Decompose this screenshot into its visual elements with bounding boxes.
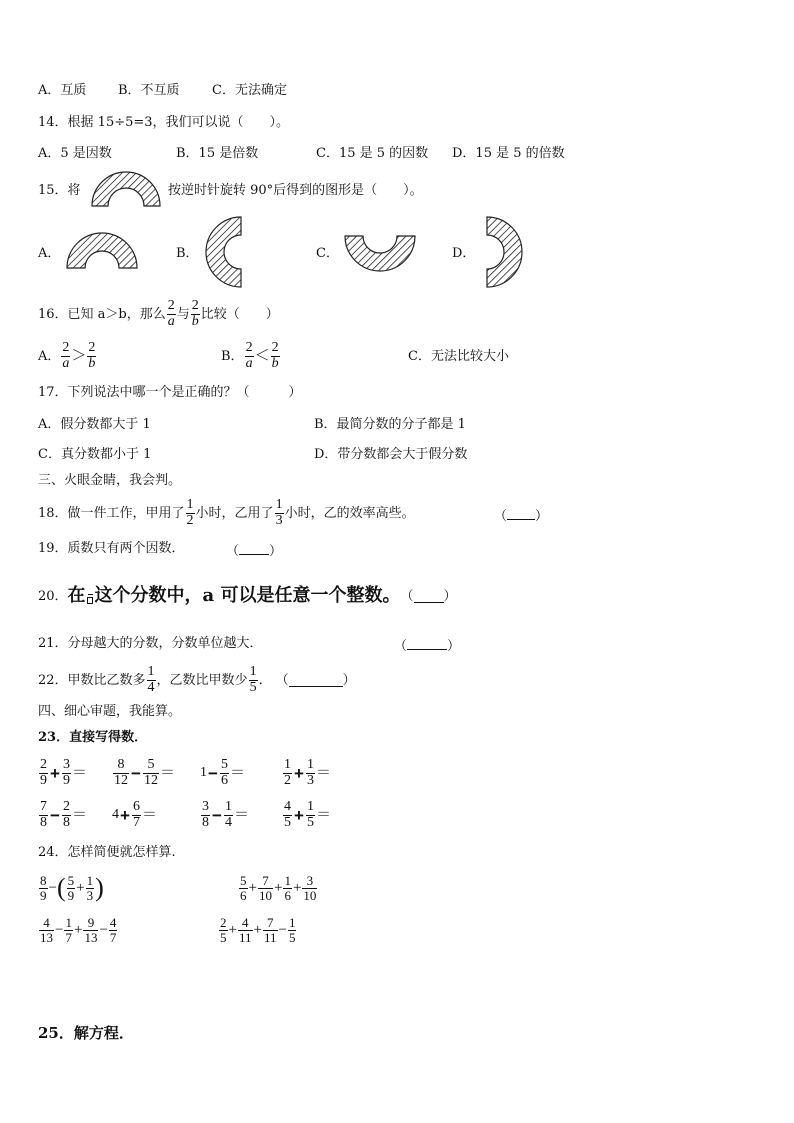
plus-sign: + [253, 921, 262, 938]
integer: 4 [112, 807, 119, 822]
q18-text-post: 小时，乙的效率高些。 [284, 505, 415, 521]
q13-option-b[interactable]: B．不互质 [118, 83, 180, 98]
q16-stem [38, 298, 279, 330]
q19-statement: 19．质数只有两个因数． [38, 541, 185, 556]
open-paren: （ [226, 544, 240, 559]
equals-sign: ＝ [315, 806, 331, 823]
left-parenthesis: ( [56, 873, 66, 902]
q18-text-pre: 18．做一件工作，甲用了 [38, 505, 185, 521]
q23-expr-2 [112, 755, 175, 791]
numerator: 2 [191, 297, 199, 313]
numerator: 4 [43, 914, 50, 930]
equals-sign: ＝ [159, 764, 175, 781]
denominator: b [88, 355, 96, 371]
q13-option-a[interactable]: A．互质 [38, 83, 87, 98]
plus-sign: + [120, 805, 130, 825]
close-paren: ） [535, 509, 549, 524]
fraction-2-over-a [61, 341, 70, 371]
denominator: 6 [284, 887, 291, 903]
numerator: 7 [266, 914, 274, 930]
q15-given-arch-shape [91, 168, 161, 208]
denominator: 7 [132, 814, 140, 830]
fraction [62, 800, 71, 830]
q15-option-b-shape[interactable] [205, 216, 243, 288]
q16-option-c[interactable]: C．无法比较大小 [408, 349, 509, 364]
numerator: 2 [62, 339, 70, 355]
fraction [302, 874, 317, 902]
fraction [283, 758, 292, 788]
answer-line[interactable] [239, 542, 269, 555]
plus-sign: + [292, 879, 302, 896]
q15-stem-post: 按逆时针旋转 90°后得到的图形是（ ）。 [168, 183, 423, 198]
fraction [39, 916, 54, 944]
equals-sign: ＝ [71, 764, 87, 781]
numerator: 3 [62, 756, 70, 772]
q15-option-b-label[interactable]: B． [176, 246, 199, 261]
q24-title: 24．怎样简便就怎样算. [38, 845, 176, 860]
q17-option-a[interactable]: A．假分数都大于 1 [38, 417, 151, 432]
q23-expr-1 [38, 755, 87, 791]
q24-expr-2 [238, 870, 318, 906]
numerator: 5 [67, 872, 75, 888]
denominator: 4 [147, 679, 155, 695]
plus-sign: + [294, 763, 304, 783]
fraction-1-over-3 [275, 498, 284, 528]
fraction [283, 800, 292, 830]
fraction [109, 916, 118, 944]
denominator: 9 [40, 887, 47, 903]
close-paren: ） [269, 544, 283, 559]
minus-sign: − [55, 921, 64, 938]
q24-expr-3 [38, 912, 118, 948]
q21-answer-blank[interactable] [394, 637, 460, 653]
fraction [263, 916, 278, 944]
plus-sign: + [228, 921, 237, 938]
fraction [62, 758, 71, 788]
numerator: 1 [186, 496, 194, 512]
denominator: 2 [186, 512, 194, 528]
fraction [224, 800, 233, 830]
fraction [220, 758, 229, 788]
numerator: 8 [117, 756, 125, 772]
numerator: 1 [275, 496, 283, 512]
fraction-1-over-4 [147, 665, 156, 695]
denominator: 9 [62, 772, 70, 788]
fraction [39, 874, 48, 902]
fraction [258, 874, 273, 902]
q22-statement [38, 660, 356, 700]
denominator: 10 [258, 887, 272, 903]
q24-expr-1 [38, 870, 104, 906]
q25-title: 25．解方程． [38, 1024, 134, 1042]
fraction-bar [88, 594, 93, 595]
numerator: 2 [220, 914, 227, 930]
numerator: 2 [245, 339, 253, 355]
numerator: 2 [271, 339, 279, 355]
numerator: 3 [306, 872, 314, 888]
numerator: 1 [284, 872, 291, 888]
q23-expr-4 [282, 755, 331, 791]
denominator: a [167, 313, 175, 329]
minus-sign: − [50, 805, 60, 825]
numerator: 1 [147, 663, 155, 679]
denominator: 5 [306, 814, 314, 830]
denominator: 6 [240, 887, 247, 903]
numerator: 3 [202, 798, 209, 814]
denominator: 3 [306, 772, 314, 788]
q15-option-a-label[interactable]: A． [38, 246, 61, 261]
numerator: 1 [284, 756, 291, 772]
numerator: 1 [306, 756, 314, 772]
fraction [288, 916, 297, 944]
plus-sign: + [294, 805, 304, 825]
numerator: 1 [306, 798, 314, 814]
q14-stem: 14．根据 15÷5=3，我们可以说（ ）。 [38, 115, 290, 130]
plus-sign: + [273, 879, 283, 896]
numerator: 7 [262, 872, 269, 888]
fraction [39, 800, 48, 830]
answer-line[interactable] [507, 507, 535, 520]
fraction [86, 874, 95, 902]
q13-option-c[interactable]: C．无法确定 [212, 83, 287, 98]
equals-sign: ＝ [141, 806, 157, 823]
q16-option-a-label: A． [38, 348, 61, 364]
numerator: 4 [109, 914, 117, 930]
greater-than-sign: ＞ [71, 347, 87, 364]
q16-option-b-label: B． [221, 348, 244, 364]
open-paren: （ [400, 588, 414, 604]
plus-sign: + [73, 921, 83, 938]
numerator: 1 [86, 872, 94, 888]
numerator: 8 [40, 872, 47, 888]
fraction [219, 916, 228, 944]
denominator: 13 [84, 929, 98, 945]
denominator: 2 [284, 772, 291, 788]
fraction [143, 758, 159, 788]
less-than-sign: ＜ [254, 347, 270, 364]
minus-sign: − [212, 805, 222, 825]
numerator: 5 [240, 872, 247, 888]
q23-expr-7 [200, 797, 249, 833]
right-parenthesis: ) [95, 873, 104, 902]
numerator: 4 [241, 914, 249, 930]
numerator: 6 [132, 798, 140, 814]
denominator: 8 [62, 814, 70, 830]
denominator: 11 [238, 929, 252, 945]
close-paren: ） [342, 672, 356, 688]
q15-option-d-shape[interactable] [485, 216, 523, 288]
section-4-heading: 四、细心审题，我能算。 [38, 704, 182, 719]
numerator: 4 [284, 798, 291, 814]
q21-statement: 21．分母越大的分数，分数单位越大． [38, 636, 263, 651]
denominator: 11 [263, 929, 277, 945]
equals-sign: ＝ [71, 806, 87, 823]
q17-option-b[interactable]: B．最简分数的分子都是 1 [314, 417, 466, 432]
fraction [201, 800, 210, 830]
fraction-2-over-b [191, 299, 200, 329]
denominator: 5 [284, 814, 291, 830]
numerator: 1 [224, 798, 232, 814]
q16-stem-pre: 16．已知 a＞b，那么 [38, 306, 166, 322]
q18-answer-blank[interactable] [494, 507, 548, 523]
denominator: 9 [67, 887, 75, 903]
numerator: 2 [88, 339, 96, 355]
numerator: 2 [167, 297, 175, 313]
denominator: 12 [143, 772, 158, 788]
q18-text-mid: 小时，乙用了 [195, 505, 274, 521]
denominator: 8 [40, 814, 47, 830]
q15-option-a-shape[interactable] [66, 232, 138, 270]
fraction-2-over-b [87, 341, 96, 371]
q20-statement [38, 584, 457, 608]
q14-option-b[interactable]: B．15 是倍数 [176, 146, 259, 161]
numerator: 7 [40, 798, 47, 814]
tiny-fraction-placeholder [87, 588, 94, 604]
fraction [113, 758, 129, 788]
q17-option-d[interactable]: D．带分数都会大于假分数 [314, 447, 468, 462]
fraction [238, 916, 253, 944]
q20-text-pre: 在 [67, 585, 86, 606]
q23-title: 23．直接写得数． [38, 730, 148, 745]
q19-answer-blank[interactable] [226, 542, 282, 558]
fraction [239, 874, 248, 902]
answer-line[interactable] [407, 637, 447, 650]
open-paren: （ [494, 509, 508, 524]
equals-sign: ＝ [229, 764, 245, 781]
answer-line[interactable] [289, 674, 343, 687]
q15-option-c-shape[interactable] [344, 234, 416, 272]
denominator: 12 [114, 772, 128, 788]
denominator: 3 [86, 887, 94, 903]
q23-expr-3 [200, 755, 245, 791]
denominator: a [245, 355, 253, 371]
fraction [306, 758, 315, 788]
close-paren: ） [443, 588, 457, 604]
numerator: 2 [40, 756, 47, 772]
fraction-1-over-2 [186, 498, 195, 528]
section-3-heading: 三、火眼金睛，我会判。 [38, 473, 182, 488]
q15-stem-pre: 15．将 [38, 183, 81, 198]
q22-text-post: ． [258, 672, 272, 688]
minus-sign: − [131, 763, 141, 783]
numerator: 5 [220, 756, 228, 772]
fraction [67, 874, 76, 902]
denominator: 10 [303, 887, 317, 903]
fraction-2-over-a [245, 341, 254, 371]
denominator: 6 [220, 772, 228, 788]
q18-statement [38, 494, 415, 532]
denominator: 5 [288, 929, 296, 945]
q16-option-a[interactable] [38, 338, 97, 374]
q16-stem-post: 比较（ ） [200, 306, 279, 322]
denominator: 7 [65, 929, 72, 945]
q24-expr-4 [218, 912, 297, 948]
plus-sign: + [50, 763, 60, 783]
minus-sign: − [99, 921, 108, 938]
denominator: 5 [249, 679, 257, 695]
open-paren: （ [394, 639, 408, 654]
q23-expr-5 [38, 797, 87, 833]
q20-number: 20． [38, 588, 68, 604]
q17-stem: 17．下列说法中哪一个是正确的？（ ） [38, 385, 302, 400]
q23-expr-6 [112, 797, 157, 833]
denominator: 5 [220, 929, 227, 945]
q14-option-a[interactable]: A．5 是因数 [38, 146, 112, 161]
numerator: 1 [249, 663, 257, 679]
fraction [306, 800, 315, 830]
fraction [283, 874, 292, 902]
q22-text-mid: ，乙数比甲数少 [156, 672, 248, 688]
q23-expr-8 [282, 797, 331, 833]
q15-option-d-label[interactable]: D． [452, 246, 476, 261]
fraction [64, 916, 73, 944]
numerator: 1 [65, 914, 72, 930]
minus-sign: − [48, 879, 57, 896]
q16-option-b[interactable] [221, 338, 281, 374]
denominator: 4 [224, 814, 232, 830]
q22-text-pre: 22．甲数比乙数多 [38, 672, 146, 688]
numerator: 2 [62, 798, 70, 814]
fraction-1-over-5 [249, 665, 258, 695]
answer-line[interactable] [414, 590, 444, 603]
q20-text-post: 这个分数中，a 可以是任意一个整数。 [94, 585, 401, 606]
q17-option-c[interactable]: C．真分数都小于 1 [38, 447, 152, 462]
denominator: 3 [275, 512, 283, 528]
equals-sign: ＝ [233, 806, 249, 823]
minus-sign: − [208, 763, 218, 783]
q16-stem-mid: 与 [176, 306, 190, 322]
equals-sign: ＝ [315, 764, 331, 781]
numerator: 9 [87, 914, 95, 930]
q14-option-d[interactable]: D．15 是 5 的倍数 [452, 146, 565, 161]
q14-option-c[interactable]: C．15 是 5 的因数 [316, 146, 429, 161]
plus-sign: + [248, 879, 257, 896]
plus-sign: + [76, 879, 85, 896]
fraction [83, 916, 98, 944]
denominator: b [271, 355, 279, 371]
denominator: a [62, 355, 70, 371]
denominator: 8 [202, 814, 209, 830]
denominator: 13 [40, 929, 53, 945]
open-paren: （ [275, 672, 289, 688]
denominator: 7 [109, 929, 117, 945]
fraction-2-over-b [271, 341, 280, 371]
numerator: 1 [288, 914, 296, 930]
denominator-box [87, 597, 93, 604]
numerator: 5 [147, 756, 155, 772]
close-paren: ） [447, 639, 461, 654]
fraction-2-over-a [167, 299, 176, 329]
fraction [39, 758, 48, 788]
denominator: 9 [40, 772, 47, 788]
fraction [132, 800, 141, 830]
integer: 1 [200, 765, 207, 780]
denominator: b [191, 313, 199, 329]
minus-sign: − [278, 921, 287, 938]
q15-option-c-label[interactable]: C． [316, 246, 339, 261]
